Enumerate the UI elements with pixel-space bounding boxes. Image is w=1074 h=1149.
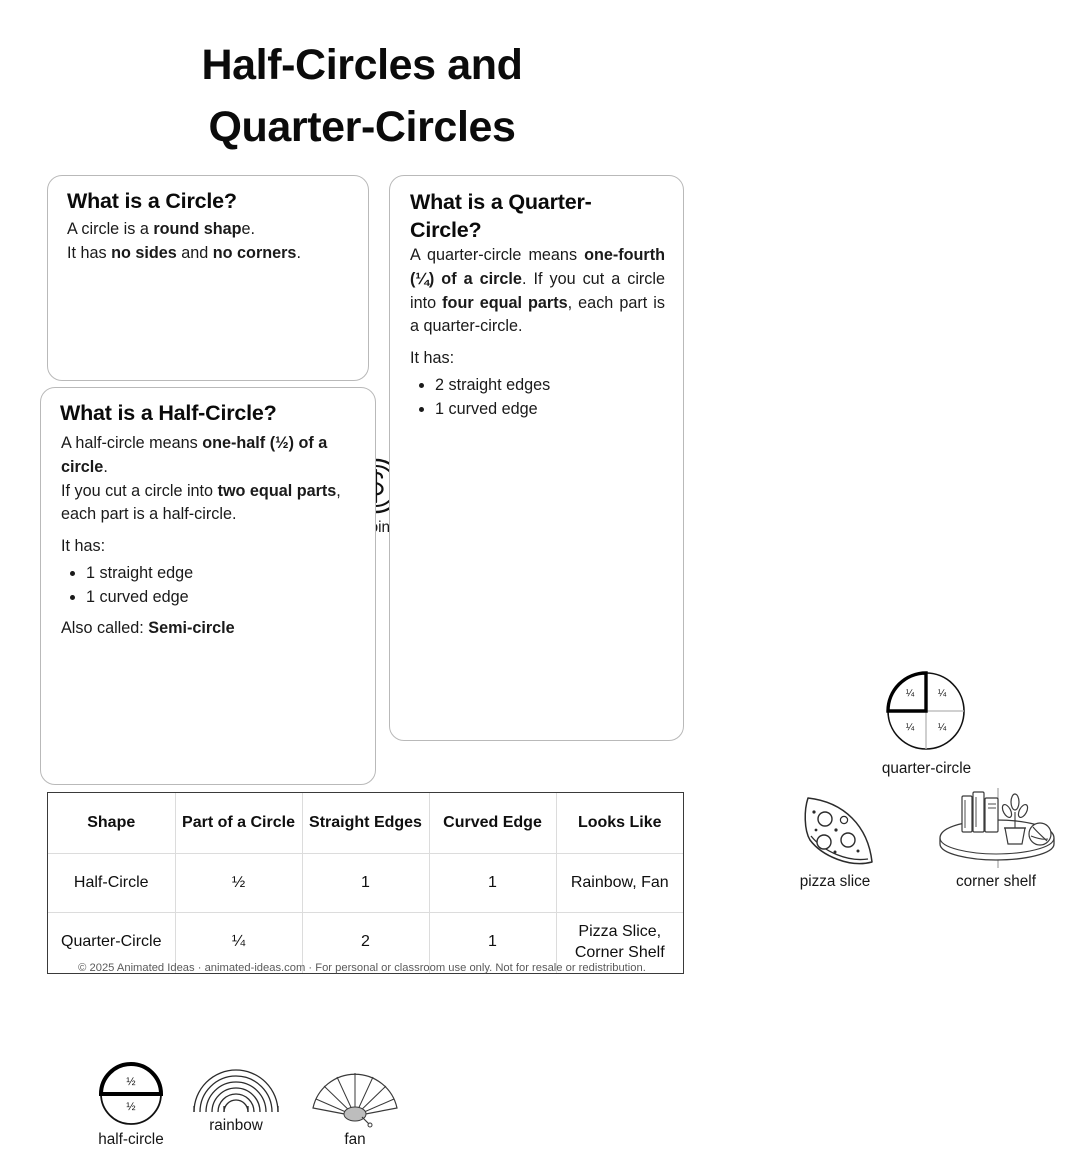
example-pizza-slice <box>792 792 878 891</box>
circle-description <box>67 218 357 266</box>
card-heading-circle: What is a Circle? <box>67 189 237 213</box>
quarter-diagram-fraction-tl: ¼ <box>906 688 915 699</box>
column-header-shape: Shape <box>48 793 175 854</box>
quarter-circle-example-icons <box>792 786 1062 891</box>
cell-curved: 1 <box>429 854 556 913</box>
half-circle-example-icons <box>97 1060 403 1149</box>
cell-part: ¼ <box>175 913 302 973</box>
cell-part: ½ <box>175 854 302 913</box>
half-diagram-bottom-fraction: ½ <box>126 1101 136 1113</box>
column-header-curved-edge: Curved Edge <box>429 793 556 854</box>
half-diagram-top-fraction: ½ <box>126 1076 136 1088</box>
comparison-table <box>48 793 683 973</box>
half-circle-paragraph-2: If you cut a circle into two equal parts, each part is a half-circle. <box>61 481 341 524</box>
quarter-diagram-fraction-bl: ¼ <box>906 722 915 733</box>
example-corner-shelf-label: corner shelf <box>956 873 1036 890</box>
column-header-straight-edges: Straight Edges <box>302 793 429 854</box>
cell-straight: 1 <box>302 854 429 913</box>
half-circle-fraction-diagram <box>97 1060 165 1128</box>
quarter-circle-description <box>410 244 665 422</box>
card-heading-half-circle: What is a Half-Circle? <box>60 401 277 425</box>
rainbow-icon <box>188 1062 284 1114</box>
half-circle-also-called: Also called: Semi-circle <box>61 618 235 637</box>
circle-description-line-2: It has no sides and no corners. <box>67 243 301 262</box>
cell-straight: 2 <box>302 913 429 973</box>
quarter-circle-it-has-label: It has: <box>410 349 455 368</box>
table-row <box>48 854 683 913</box>
example-corner-shelf <box>930 786 1062 891</box>
cell-looks: Rainbow, Fan <box>556 854 683 913</box>
list-item: • 1 curved edge <box>86 585 357 609</box>
half-circle-it-has-label: It has: <box>61 537 106 556</box>
half-circle-diagram <box>97 1060 165 1149</box>
quarter-circle-fraction-diagram <box>883 668 969 754</box>
quarter-diagram-fraction-tr: ¼ <box>938 688 947 699</box>
quarter-diagram-fraction-br: ¼ <box>938 722 947 733</box>
example-rainbow <box>188 1062 284 1135</box>
fan-icon <box>307 1068 403 1128</box>
table-header-row <box>48 793 683 854</box>
page-title-line-2: Quarter-Circles <box>208 103 516 152</box>
page-title-line-1: Half-Circles and <box>201 41 523 89</box>
comparison-table-wrapper <box>47 792 684 974</box>
quarter-circle-diagram-label: quarter-circle <box>881 760 972 777</box>
half-circle-attributes <box>61 561 357 610</box>
cell-shape: Half-Circle <box>48 854 175 913</box>
column-header-part-of-circle: Part of a Circle <box>175 793 302 854</box>
card-what-is-a-circle <box>47 175 369 381</box>
quarter-circle-attributes <box>410 373 665 422</box>
example-fan <box>307 1068 403 1149</box>
column-header-looks-like: Looks Like <box>556 793 683 854</box>
half-circle-description <box>61 432 357 640</box>
quarter-circle-diagram-row <box>779 668 1074 778</box>
cell-looks: Pizza Slice, Corner Shelf <box>556 913 683 973</box>
cell-curved: 1 <box>429 913 556 973</box>
corner-shelf-icon <box>930 786 1062 870</box>
circle-description-line-1: A circle is a round shape. <box>67 220 256 238</box>
example-rainbow-label: rainbow <box>209 1117 263 1134</box>
half-circle-diagram-label: half-circle <box>98 1131 164 1148</box>
example-fan-label: fan <box>344 1131 366 1148</box>
example-pizza-slice-label: pizza slice <box>799 873 871 890</box>
quarter-circle-paragraph-1: A quarter-circle means one-fourth (¼) of a circle. If you cut a circle into four equal parts, each part is a quarter-circle. <box>410 246 666 336</box>
quarter-circle-diagram <box>882 668 971 778</box>
half-circle-paragraph-1: A half-circle means one-half (½) of a circle. <box>61 434 328 476</box>
cell-shape: Quarter-Circle <box>61 933 162 951</box>
list-item: • 1 curved edge <box>435 397 665 421</box>
footer-copyright: © 2025 Animated Ideas · animated-ideas.com · For personal or classroom use only. Not for resale or redistribution. <box>78 962 646 974</box>
card-heading-quarter-circle: What is a Quarter-Circle? <box>410 190 592 242</box>
list-item: • 1 straight edge <box>86 561 357 585</box>
list-item: • 2 straight edges <box>435 373 665 397</box>
page-title <box>0 34 724 159</box>
pizza-slice-icon <box>792 792 878 870</box>
